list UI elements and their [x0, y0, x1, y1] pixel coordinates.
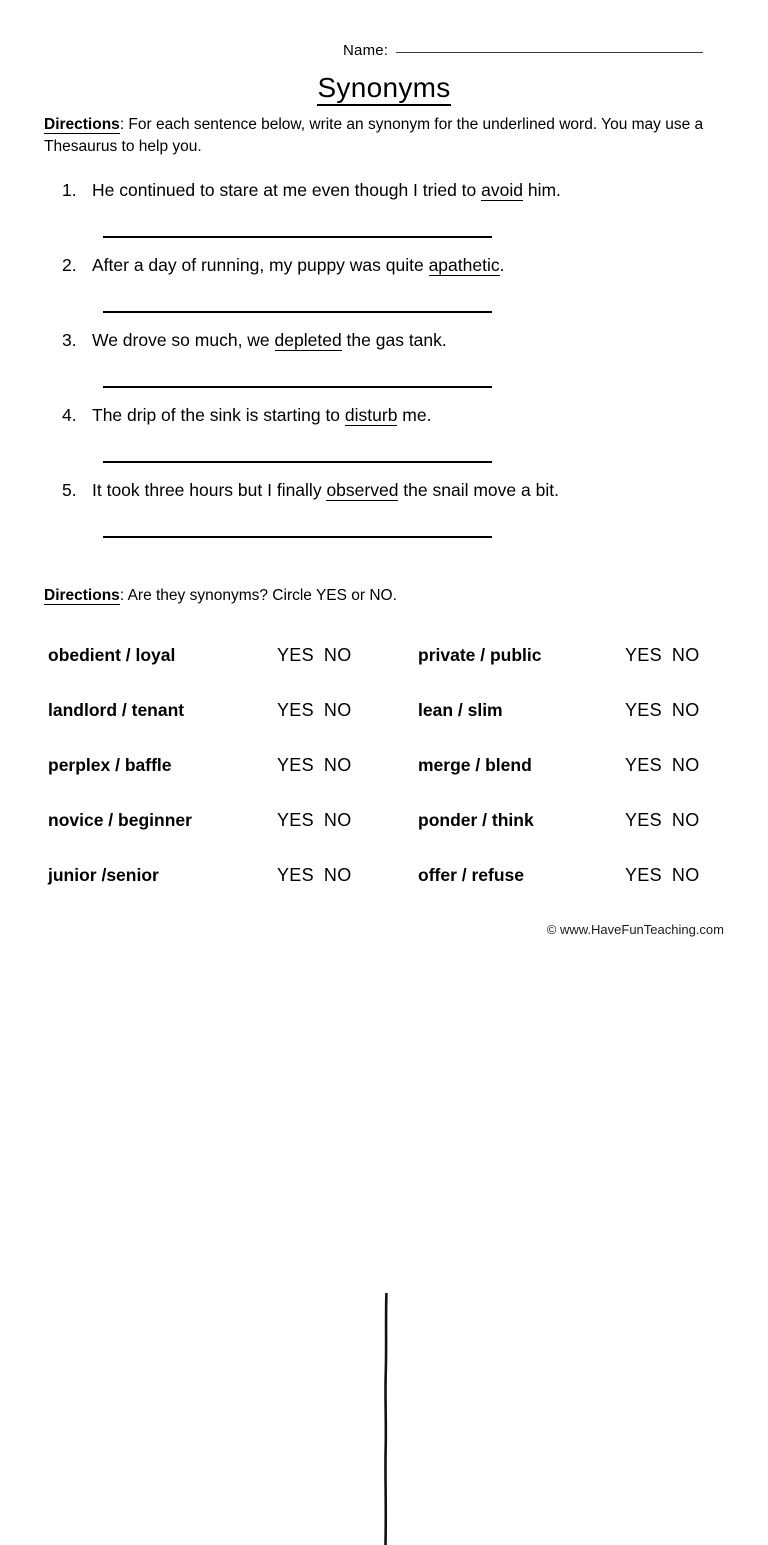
choice-yes[interactable]: YES [277, 810, 314, 830]
sentence-item [62, 480, 732, 555]
directions-label: Directions [44, 116, 120, 133]
sentence-line [62, 255, 732, 276]
answer-write-in-line[interactable] [103, 536, 492, 538]
sentence-line [62, 405, 732, 426]
choice-yes[interactable]: YES [625, 700, 662, 720]
name-label: Name: [343, 42, 389, 59]
underlined-word: observed [326, 480, 399, 500]
underlined-word: avoid [481, 180, 523, 200]
word-pair-text: private / public [418, 645, 542, 665]
sentence-text [92, 255, 504, 276]
sentence-item [62, 405, 732, 480]
answer-write-in-line[interactable] [103, 311, 492, 313]
answer-write-in-line[interactable] [103, 386, 492, 388]
word-pair-text: obedient / loyal [48, 645, 176, 665]
sentence-line [62, 180, 732, 201]
sentence-number: 4. [62, 405, 77, 425]
sentence-number: 5. [62, 480, 77, 500]
word-pair-choices [625, 755, 700, 776]
choice-yes[interactable]: YES [625, 865, 662, 885]
choice-no[interactable]: NO [323, 810, 352, 830]
word-pair-text: novice / beginner [48, 810, 192, 830]
word-pair-text: offer / refuse [418, 865, 524, 885]
word-pair-choices [277, 810, 352, 831]
sentence-text [92, 180, 561, 201]
word-pair-choices [625, 810, 700, 831]
page-title [0, 72, 768, 104]
underlined-word: depleted [274, 330, 342, 350]
name-write-in-line[interactable] [396, 51, 703, 53]
footer-copyright: © www.HaveFunTeaching.com [546, 922, 724, 937]
word-pair-choices [625, 645, 700, 666]
word-pair-row [48, 865, 370, 920]
choice-no[interactable]: NO [323, 645, 352, 665]
sentence-text-after: him. [522, 180, 561, 200]
word-pair-row [418, 645, 718, 700]
sentence-number: 2. [62, 255, 77, 275]
choice-yes[interactable]: YES [277, 645, 314, 665]
choice-yes[interactable]: YES [625, 810, 662, 830]
sentence-line [62, 330, 732, 351]
sentence-item [62, 180, 732, 255]
word-pair-row [48, 700, 370, 755]
choice-no[interactable]: NO [323, 700, 352, 720]
choice-yes[interactable]: YES [625, 645, 662, 665]
choice-no[interactable]: NO [671, 645, 700, 665]
sentence-number: 1. [62, 180, 77, 200]
word-pair-choices [277, 865, 352, 886]
sentence-text-after: the snail move a bit. [398, 480, 559, 500]
sentence-number: 3. [62, 330, 77, 350]
directions-colon: : [119, 116, 125, 133]
underlined-word: disturb [344, 405, 398, 425]
choice-no[interactable]: NO [671, 810, 700, 830]
name-field-row [343, 42, 703, 59]
word-pair-row [48, 755, 370, 810]
word-pair-row [418, 700, 718, 755]
word-pair-row [418, 865, 718, 920]
sentence-text-before: It took three hours but I finally [92, 480, 327, 500]
directions-label: Directions [44, 587, 120, 604]
word-pair-choices [277, 700, 352, 721]
word-pair-row [418, 810, 718, 865]
sentence-item [62, 330, 732, 405]
word-pair-choices [625, 865, 700, 886]
page-title-text: Synonyms [317, 72, 450, 106]
word-pair-choices [277, 645, 352, 666]
choice-no[interactable]: NO [323, 865, 352, 885]
word-pair-row [48, 810, 370, 865]
word-pair-section [0, 645, 768, 907]
choice-no[interactable]: NO [671, 755, 700, 775]
word-pair-choices [277, 755, 352, 776]
choice-yes[interactable]: YES [277, 755, 314, 775]
choice-no[interactable]: NO [671, 865, 700, 885]
choice-yes[interactable]: YES [277, 865, 314, 885]
word-pair-text: merge / blend [418, 755, 532, 775]
underlined-word: apathetic [428, 255, 500, 275]
word-pair-text: landlord / tenant [48, 700, 185, 720]
sentence-item [62, 255, 732, 330]
word-pair-text: ponder / think [418, 810, 534, 830]
directions-colon: : [119, 587, 125, 604]
directions-part-two [44, 585, 544, 607]
word-pair-row [418, 755, 718, 810]
sentence-text-after: the gas tank. [341, 330, 447, 350]
choice-yes[interactable]: YES [625, 755, 662, 775]
directions-text: Are they synonyms? Circle YES or NO. [124, 587, 397, 604]
word-pair-text: junior /senior [48, 865, 159, 885]
word-pair-column-left [48, 645, 370, 920]
directions-part-one [44, 114, 734, 159]
column-divider-line [384, 1293, 388, 1545]
sentence-line [62, 480, 732, 501]
sentence-list [62, 180, 732, 555]
choice-no[interactable]: NO [323, 755, 352, 775]
sentence-text-after: . [499, 255, 505, 275]
choice-yes[interactable]: YES [277, 700, 314, 720]
answer-write-in-line[interactable] [103, 461, 492, 463]
word-pair-text: perplex / baffle [48, 755, 172, 775]
answer-write-in-line[interactable] [103, 236, 492, 238]
sentence-text-before: The drip of the sink is starting to [92, 405, 345, 425]
word-pair-column-right [418, 645, 718, 920]
directions-text: For each sentence below, write an synonym for the underlined word. You may use a Thesaurus to help you. [44, 116, 704, 156]
sentence-text-before: He continued to stare at me even though I tried to [92, 180, 482, 200]
sentence-text-before: After a day of running, my puppy was quite [92, 255, 429, 275]
sentence-text [92, 330, 447, 351]
sentence-text [92, 405, 431, 426]
sentence-text-after: me. [397, 405, 432, 425]
choice-no[interactable]: NO [671, 700, 700, 720]
word-pair-text: lean / slim [418, 700, 503, 720]
sentence-text [92, 480, 559, 501]
word-pair-choices [625, 700, 700, 721]
word-pair-row [48, 645, 370, 700]
sentence-text-before: We drove so much, we [92, 330, 275, 350]
